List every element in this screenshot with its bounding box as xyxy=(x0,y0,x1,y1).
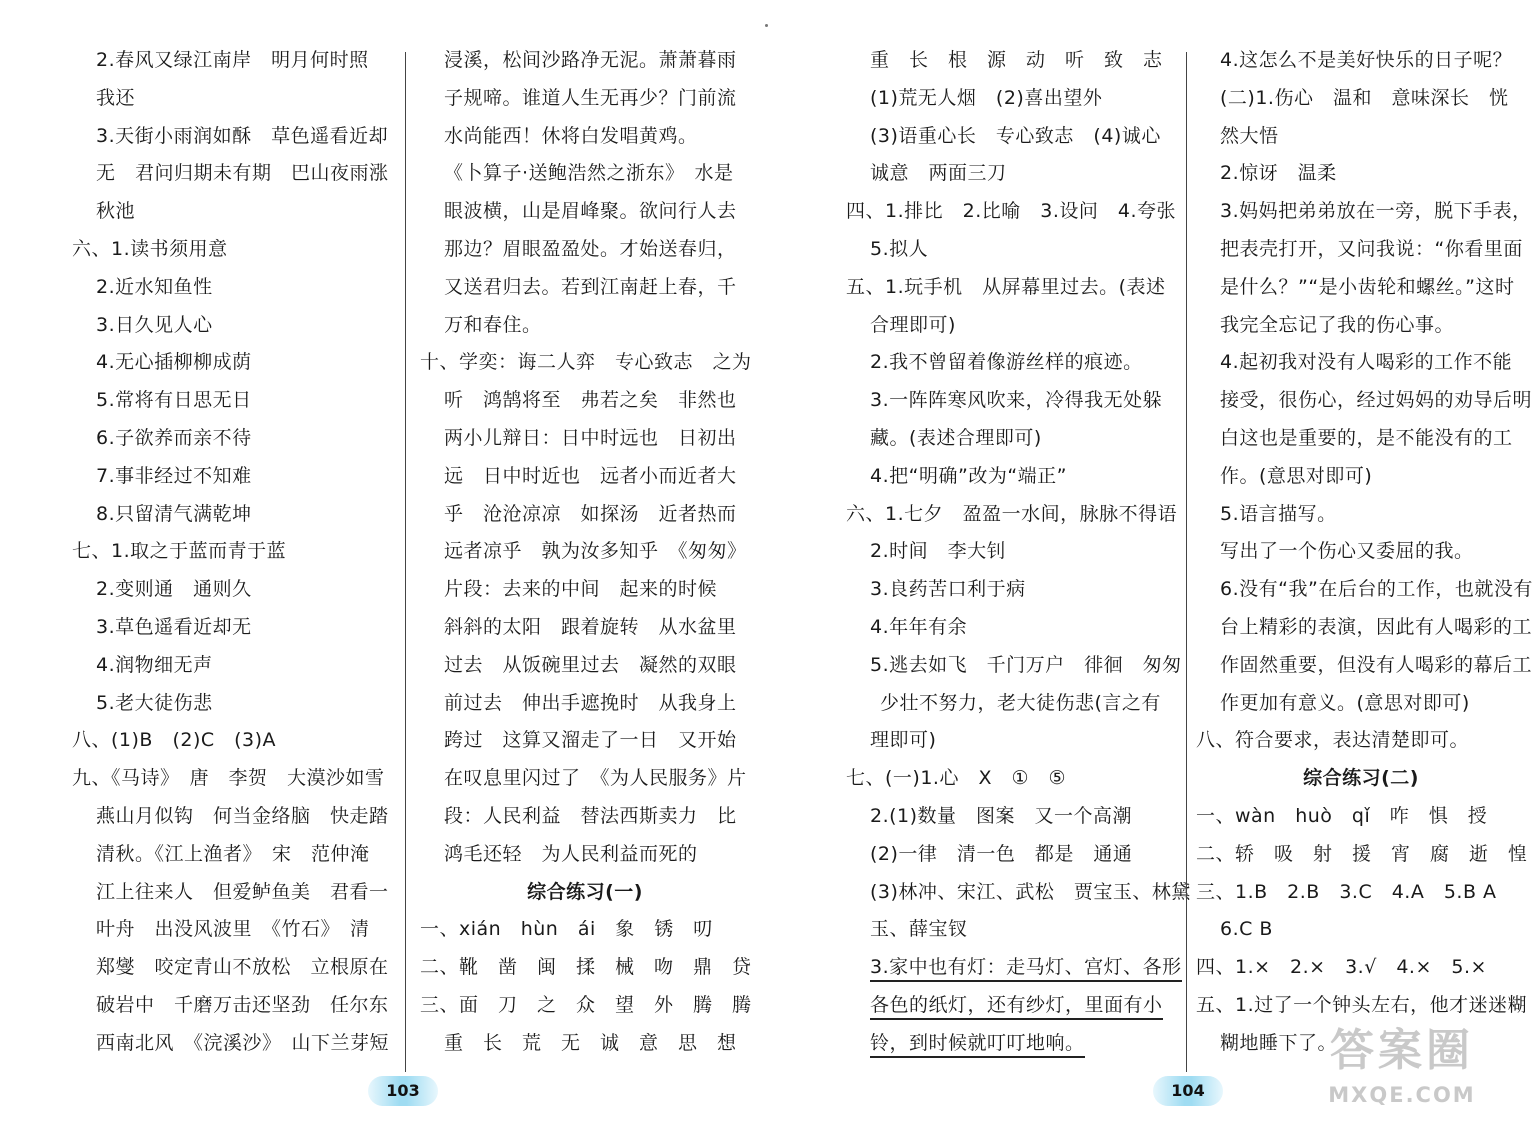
answer-text: 5.逃去如飞 千门万户 徘徊 匆匆 xyxy=(870,653,1182,676)
answer-text: 鸿毛还轻 为人民利益而死的 xyxy=(444,842,698,865)
answer-line xyxy=(1196,874,1526,912)
page-number-left: 103 xyxy=(368,1076,438,1106)
answer-text: 三、面 刀 之 众 望 外 腾 腾 xyxy=(420,993,752,1016)
answer-line xyxy=(420,911,750,949)
answer-line xyxy=(72,382,398,420)
answer-text: (1)荒无人烟 (2)喜出望外 xyxy=(870,86,1103,109)
answer-line xyxy=(420,798,750,836)
answer-line xyxy=(846,307,1176,345)
answer-line xyxy=(72,836,398,874)
answer-line xyxy=(1196,533,1526,571)
answer-line xyxy=(846,269,1176,307)
answer-text: 远 日中时近也 远者小而近者大 xyxy=(444,464,737,487)
answer-text: 2.我不曾留着像游丝样的痕迹。 xyxy=(870,351,1143,374)
answer-text: 燕山月似钩 何当金络脑 快走踏 xyxy=(96,804,389,827)
answer-text: 破岩中 千磨万击还坚劲 任尔东 xyxy=(96,993,389,1016)
answer-text: 是什么？”“是小齿轮和螺丝。”这时 xyxy=(1220,275,1515,298)
answer-text: 远者凉乎 孰为汝多知乎 《匆匆》 xyxy=(444,540,747,563)
answer-line xyxy=(420,458,750,496)
answer-text: 2.近水知鱼性 xyxy=(96,275,213,298)
answer-text: 两小儿辩日：日中时远也 日初出 xyxy=(444,426,737,449)
answer-line xyxy=(72,231,398,269)
answer-text: 3.一阵阵寒风吹来，冷得我无处躲 xyxy=(870,389,1163,412)
answer-text: 6.C B xyxy=(1220,918,1273,941)
answer-line xyxy=(1196,949,1526,987)
answer-line xyxy=(420,836,750,874)
answer-text: 2.变则通 通则久 xyxy=(96,578,252,601)
answer-text: 眼波横，山是眉峰聚。欲问行人去 xyxy=(444,200,737,223)
answer-text: 水尚能西！休将白发唱黄鸡。 xyxy=(444,124,698,147)
answer-text: 3.家中也有灯：走马灯、宫灯、各形 xyxy=(870,956,1182,982)
answer-text: 5.拟人 xyxy=(870,237,929,260)
answer-text: 5.语言描写。 xyxy=(1220,502,1337,525)
answer-line xyxy=(1196,118,1526,156)
answer-text: 西南北风 《浣溪沙》 山下兰芽短 xyxy=(96,1031,390,1054)
answer-line xyxy=(420,609,750,647)
answer-text: 跨过 这算又溜走了一日 又开始 xyxy=(444,729,737,752)
answer-text: 把表壳打开，又问我说：“你看里面 xyxy=(1220,237,1523,260)
answer-line xyxy=(72,571,398,609)
answer-text: 过去 从饭碗里过去 凝然的双眼 xyxy=(444,653,737,676)
answer-text: 3.草色遥看近却无 xyxy=(96,615,252,638)
answer-line xyxy=(846,420,1176,458)
answer-line xyxy=(72,155,398,193)
answer-line xyxy=(72,42,398,80)
answer-text: 十、学奕：诲二人弈 专心致志 之为 xyxy=(420,351,752,374)
answer-text: 白这也是重要的，是不能没有的工 xyxy=(1220,426,1513,449)
answer-line xyxy=(846,874,1191,912)
watermark-title: 答案圈 xyxy=(1330,1025,1474,1076)
answer-text: 6.子欲养而亲不待 xyxy=(96,426,252,449)
scan-speck xyxy=(765,24,768,27)
answer-line xyxy=(420,155,750,193)
answer-line xyxy=(72,80,398,118)
answer-line xyxy=(420,571,750,609)
answer-line xyxy=(72,307,398,345)
answer-line xyxy=(420,420,750,458)
answer-text: 2.时间 李大钊 xyxy=(870,540,1007,563)
left-page-column-1 xyxy=(72,42,398,1063)
answer-line xyxy=(1196,609,1533,647)
answer-line xyxy=(846,987,1176,1025)
answer-line xyxy=(846,42,1176,80)
answer-text: 6.没有“我”在后台的工作，也就没有 xyxy=(1220,578,1533,601)
answer-line xyxy=(72,269,398,307)
answer-text: 4.这怎么不是美好快乐的日子呢？ xyxy=(1220,49,1513,71)
answer-text: 综合练习(一) xyxy=(527,880,643,903)
answer-text: 7.事非经过不知难 xyxy=(96,464,252,487)
answer-text: 4.起初我对没有人喝彩的工作不能 xyxy=(1220,351,1513,374)
answer-line xyxy=(1196,155,1526,193)
answer-line xyxy=(420,647,750,685)
answer-line xyxy=(1196,193,1532,231)
answer-line xyxy=(72,647,398,685)
right-page-column-1 xyxy=(846,42,1191,1063)
answer-line xyxy=(1196,344,1526,382)
answer-line xyxy=(72,949,398,987)
answer-text: 《卜算子·送鲍浩然之浙东》 水是 xyxy=(444,162,734,185)
answer-text: 五、1.玩手机 从屏幕里过去。(表述 xyxy=(846,275,1166,298)
answer-line xyxy=(846,118,1176,156)
answer-line xyxy=(72,193,398,231)
answer-line xyxy=(420,307,750,345)
answer-text: 六、1.七夕 盈盈一水间，脉脉不得语 xyxy=(846,502,1178,525)
answer-line xyxy=(846,722,1176,760)
answer-text: 3.日久见人心 xyxy=(96,313,213,336)
answer-text: 铃，到时候就叮叮地响。 xyxy=(870,1032,1085,1058)
answer-text: 那边？眉眼盈盈处。才始送春归， xyxy=(444,237,737,260)
answer-text: 我还 xyxy=(96,86,136,109)
answer-line xyxy=(1196,571,1533,609)
answer-line xyxy=(846,231,1176,269)
answer-text: 台上精彩的表演，因此有人喝彩的工 xyxy=(1220,615,1533,638)
answer-line xyxy=(846,949,1182,987)
answer-text: (2)一律 清一色 都是 通通 xyxy=(870,842,1133,865)
answer-text: (3)林冲、宋江、武松 贾宝玉、林黛 xyxy=(870,880,1191,903)
answer-line xyxy=(72,533,398,571)
answer-line xyxy=(846,1025,1176,1063)
answer-line xyxy=(420,987,750,1025)
answer-text: 重 长 荒 无 诚 意 思 想 xyxy=(444,1031,737,1054)
answer-line xyxy=(1196,42,1526,80)
answer-line xyxy=(420,1025,750,1063)
answer-text: 片段：去来的中间 起来的时候 xyxy=(444,578,718,601)
answer-text: 各色的纸灯，还有纱灯，里面有小 xyxy=(870,994,1163,1020)
answer-line xyxy=(1196,647,1533,685)
answer-text: 8.只留清气满乾坤 xyxy=(96,502,252,525)
answer-line xyxy=(846,571,1176,609)
answer-text: 理即可) xyxy=(870,729,937,752)
answer-text: 3.良药苦口利于病 xyxy=(870,578,1026,601)
answer-text: 万和春住。 xyxy=(444,313,542,336)
answer-line xyxy=(1196,269,1526,307)
answer-text: 诚意 两面三刀 xyxy=(870,162,1007,185)
answer-line xyxy=(72,760,398,798)
answer-line xyxy=(1196,685,1526,723)
answer-text: 郑燮 咬定青山不放松 立根原在 xyxy=(96,956,389,979)
answer-line xyxy=(846,760,1176,798)
answer-text: 我完全忘记了我的伤心事。 xyxy=(1220,313,1455,336)
answer-text: 写出了一个伤心又委屈的我。 xyxy=(1220,540,1474,563)
answer-text: 少壮不努力，老大徒伤悲(言之有 xyxy=(880,691,1161,714)
answer-line xyxy=(846,911,1176,949)
section-heading xyxy=(1196,760,1526,798)
answer-text: 5.老大徒伤悲 xyxy=(96,691,213,714)
answer-text: 秋池 xyxy=(96,200,136,223)
left-page-column-2 xyxy=(420,42,750,1063)
answer-text: 重 长 根 源 动 听 致 志 xyxy=(870,49,1163,71)
answer-text: 七、1.取之于蓝而青于蓝 xyxy=(72,540,287,563)
answer-text: 接受，很伤心，经过妈妈的劝导后明 xyxy=(1220,389,1533,412)
answer-text: 一、wàn huò qǐ 咋 惧 授 xyxy=(1196,804,1488,827)
answer-line xyxy=(846,458,1176,496)
answer-text: 4.把“明确”改为“端正” xyxy=(870,464,1068,487)
answer-line xyxy=(846,647,1182,685)
page-number-right: 104 xyxy=(1153,1076,1223,1106)
answer-text: 糊地睡下了。 xyxy=(1220,1031,1338,1054)
answer-text: 乎 沧沧凉凉 如探汤 近者热而 xyxy=(444,502,737,525)
answer-text: 无 君问归期未有期 巴山夜雨涨 xyxy=(96,162,389,185)
answer-line xyxy=(72,496,398,534)
watermark-logo xyxy=(1282,1022,1522,1126)
answer-text: 在叹息里闪过了 《为人民服务》片 xyxy=(444,767,747,790)
answer-text: (二)1.伤心 温和 意味深长 恍 xyxy=(1220,86,1509,109)
answer-text: 作。(意思对即可) xyxy=(1220,464,1373,487)
answer-text: 合理即可) xyxy=(870,313,956,336)
answer-line xyxy=(846,382,1176,420)
answer-line xyxy=(1196,80,1526,118)
answer-line xyxy=(1196,836,1526,874)
watermark-url: MXQE.COM xyxy=(1328,1083,1476,1107)
answer-line xyxy=(72,609,398,647)
answer-line xyxy=(420,722,750,760)
answer-text: 五、1.过了一个钟头左右，他才迷迷糊 xyxy=(1196,993,1528,1016)
answer-text: 4.润物细无声 xyxy=(96,653,213,676)
answer-line xyxy=(420,760,750,798)
answer-text: 又送君归去。若到江南赶上春，千 xyxy=(444,275,737,298)
answer-text: 八、(1)B (2)C (3)A xyxy=(72,729,277,752)
answer-text: 3.天街小雨润如酥 草色遥看近却 xyxy=(96,124,389,147)
answer-line xyxy=(72,458,398,496)
answer-line xyxy=(72,1025,398,1063)
answer-line xyxy=(72,874,398,912)
answer-line xyxy=(420,496,750,534)
answer-line xyxy=(846,80,1176,118)
answer-text: 斜斜的太阳 跟着旋转 从水盆里 xyxy=(444,615,737,638)
answer-text: 一、xián hùn ái 象 锈 叨 xyxy=(420,918,713,941)
answer-line xyxy=(420,80,750,118)
answer-text: 七、(一)1.心 X ① ⑤ xyxy=(846,767,1067,790)
answer-text: 二、靴 凿 闽 揉 械 吻 鼎 贷 xyxy=(420,956,752,979)
right-page-column-2 xyxy=(1196,42,1533,1063)
answer-text: 听 鸿鹄将至 弗若之矣 非然也 xyxy=(444,389,737,412)
answer-text: 4.年年有余 xyxy=(870,615,968,638)
answer-line xyxy=(420,42,750,80)
answer-line xyxy=(420,231,750,269)
answer-text: (3)语重心长 专心致志 (4)诚心 xyxy=(870,124,1161,147)
answer-line xyxy=(846,836,1176,874)
answer-line xyxy=(1196,458,1526,496)
answer-text: 浸溪，松间沙路净无泥。萧萧暮雨 xyxy=(444,49,737,71)
answer-line xyxy=(1196,722,1526,760)
answer-line xyxy=(72,344,398,382)
right-page-column-divider xyxy=(1186,52,1187,1072)
answer-line xyxy=(420,193,750,231)
answer-line xyxy=(1196,987,1526,1025)
answer-text: 2.春风又绿江南岸 明月何时照 xyxy=(96,49,369,71)
answer-line xyxy=(72,798,398,836)
left-page-column-divider xyxy=(405,52,406,1072)
answer-line xyxy=(420,382,750,420)
answer-text: 4.无心插柳柳成荫 xyxy=(96,351,252,374)
answer-line xyxy=(1196,231,1526,269)
answer-text: 作固然重要，但没有人喝彩的幕后工 xyxy=(1220,653,1533,676)
answer-text: 作更加有意义。(意思对即可) xyxy=(1220,691,1470,714)
answer-line xyxy=(846,496,1176,534)
answer-line xyxy=(420,533,750,571)
answer-line xyxy=(846,193,1176,231)
answer-line xyxy=(846,798,1176,836)
answer-text: 子规啼。谁道人生无再少？门前流 xyxy=(444,86,737,109)
answer-line xyxy=(72,420,398,458)
answer-text: 2.惊讶 温柔 xyxy=(1220,162,1337,185)
answer-line xyxy=(1196,382,1533,420)
answer-text: 前过去 伸出手遮挽时 从我身上 xyxy=(444,691,737,714)
answer-line xyxy=(72,911,398,949)
answer-line xyxy=(420,344,750,382)
answer-line xyxy=(846,344,1176,382)
answer-line xyxy=(1196,420,1526,458)
answer-line xyxy=(846,685,1176,723)
answer-line xyxy=(1196,496,1526,534)
answer-text: 然大悟 xyxy=(1220,124,1279,147)
answer-text: 叶舟 出没风波里 《竹石》 清 xyxy=(96,918,370,941)
answer-text: 九、《马诗》 唐 李贺 大漠沙如雪 xyxy=(72,767,385,790)
answer-line xyxy=(1196,911,1526,949)
answer-line xyxy=(72,722,398,760)
answer-text: 段：人民利益 替法西斯卖力 比 xyxy=(444,804,737,827)
answer-line xyxy=(420,949,750,987)
answer-text: 四、1.× 2.× 3.√ 4.× 5.× xyxy=(1196,956,1487,979)
answer-text: 六、1.读书须用意 xyxy=(72,237,228,260)
answer-line xyxy=(72,685,398,723)
answer-text: 清秋。《江上渔者》 宋 范仲淹 xyxy=(96,842,370,865)
section-heading xyxy=(420,874,750,912)
answer-text: 藏。(表述合理即可) xyxy=(870,426,1042,449)
answer-text: 三、1.B 2.B 3.C 4.A 5.B A xyxy=(1196,880,1497,903)
answer-text: 四、1.排比 2.比喻 3.设问 4.夸张 xyxy=(846,200,1177,223)
answer-line xyxy=(72,118,398,156)
answer-text: 3.妈妈把弟弟放在一旁，脱下手表， xyxy=(1220,200,1532,223)
answer-line xyxy=(420,269,750,307)
answer-text: 八、符合要求，表达清楚即可。 xyxy=(1196,729,1470,752)
answer-line xyxy=(420,685,750,723)
answer-line xyxy=(846,533,1176,571)
answer-text: 二、轿 吸 射 援 宵 腐 逝 惶 xyxy=(1196,842,1528,865)
answer-line xyxy=(1196,307,1526,345)
answer-line xyxy=(846,609,1176,647)
answer-line xyxy=(420,118,750,156)
answer-line xyxy=(846,155,1176,193)
answer-text: 江上往来人 但爱鲈鱼美 君看一 xyxy=(96,880,389,903)
answer-text: 玉、薛宝钗 xyxy=(870,918,968,941)
answer-text: 5.常将有日思无日 xyxy=(96,389,252,412)
answer-text: 综合练习(二) xyxy=(1303,767,1419,790)
answer-text: 2.(1)数量 图案 又一个高潮 xyxy=(870,804,1133,827)
answer-line xyxy=(72,987,398,1025)
answer-line xyxy=(1196,798,1526,836)
